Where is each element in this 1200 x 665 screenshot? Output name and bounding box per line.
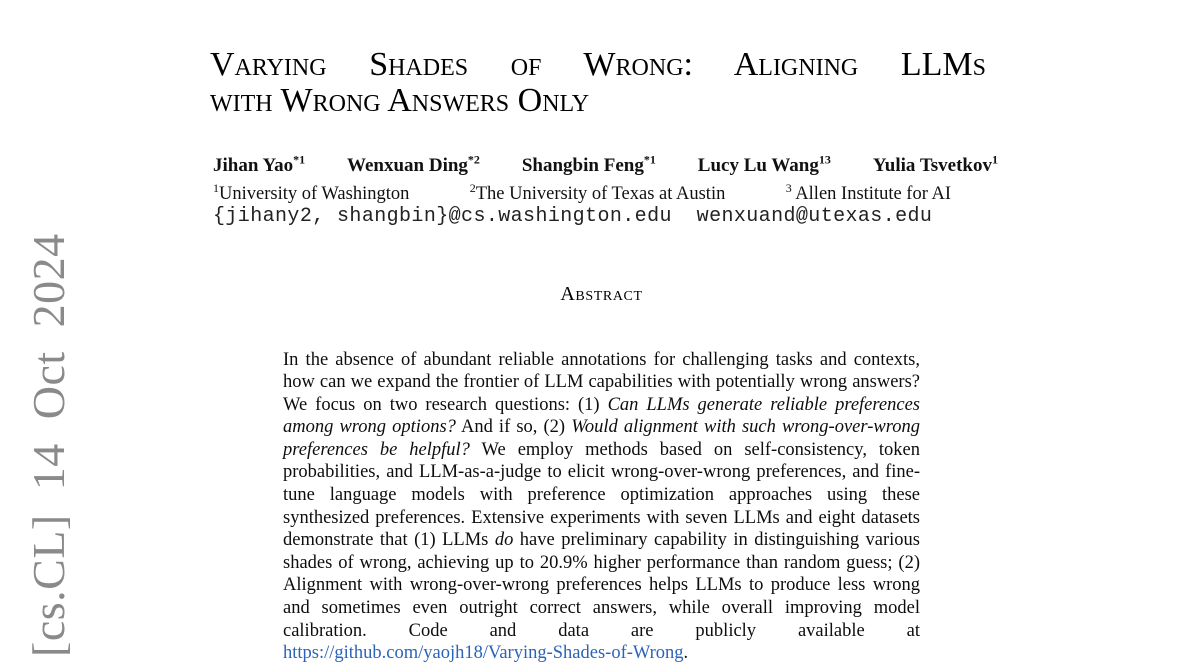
affiliation-name: Allen Institute for AI [791,184,951,204]
affiliation-marker: 2 [469,180,476,195]
arxiv-watermark: [cs.CL] 14 Oct 2024 [23,233,74,657]
author-affiliation-marker: *2 [467,152,480,167]
abstract-segment-italic: Would alignment with such wrong-over-wrong preferences be helpful? [283,417,920,460]
author-affiliation-marker: 13 [818,152,831,167]
affiliation [469,180,726,205]
author [521,152,656,177]
affiliation-name: The University of Texas at Austin [475,184,726,204]
author [697,152,831,177]
affiliation [213,180,410,205]
author-affiliation-marker: *1 [643,152,656,167]
affiliation-name: University of Washington [219,184,410,204]
paper-title [210,47,986,119]
abstract-segment: And if so, (2) [455,417,572,438]
author [213,152,306,177]
author-name: Wenxuan Ding [347,155,468,176]
author-name: Yulia Tsvetkov [872,155,992,176]
abstract-segment: . [683,643,689,664]
github-link[interactable]: https://github.com/yaojh18/Varying-Shades-of-Wrong [283,643,684,664]
author [347,152,480,177]
affiliation-marker: 1 [213,180,219,195]
author-list [213,152,998,177]
paper-title-line2: with Wrong Answers Only [210,82,590,119]
author-name: Jihan Yao [213,155,294,176]
author-name: Shangbin Feng [521,155,644,176]
abstract-segment: We employ methods based on self-consistency, token probabilities, and LLM-as-a-judge to elicit wrong-over-wrong preferences, and fine-tune language models with preference optimization approaches using these synthesized preferences. Extensive experiments with seven LLMs and eight datasets demonstrate that (1) LLMs [283,439,921,551]
affiliation-list [213,180,951,205]
author [872,152,998,177]
abstract-text [283,349,920,665]
author-name: Lucy Lu Wang [697,155,819,176]
abstract-segment-italic: do [494,530,514,551]
affiliation [785,180,951,205]
author-affiliation-marker: 1 [991,152,998,167]
abstract-segment-italic: Can LLMs generate reliable preferences among wrong options? [283,394,920,438]
abstract-heading: Abstract [560,283,643,305]
author-affiliation-marker: *1 [293,152,306,167]
affiliation-marker: 3 [785,180,792,195]
paper-title-line1: Varying Shades of Wrong: Aligning LLMs [210,46,986,83]
abstract-segment: In the absence of abundant reliable annotations for challenging tasks and contexts, how can we expand the frontier of LLM capabilities with potentially wrong answers? We focus on two research questions: (1) [283,349,920,415]
contact-emails: {jihany2, shangbin}@cs.washington.edu wenxuand@utexas.edu [213,205,933,228]
abstract-segment: have preliminary capability in distinguishing various shades of wrong, achieving up to 20.9% higher performance than random guess; (2) Alignment with wrong-over-wrong preferences helps LLMs to produce less wrong and sometimes even outright correct answers, while overall improving model calibration. Code and data are publicly available at [283,530,920,641]
